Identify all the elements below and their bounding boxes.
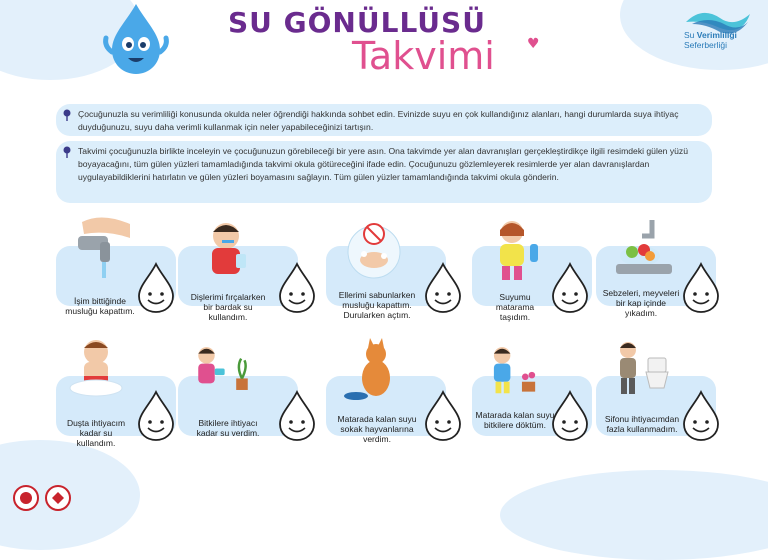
ministry-emblem-icon	[12, 484, 40, 512]
pushpin-icon	[62, 109, 72, 121]
washing-vegetables-icon	[612, 216, 678, 286]
girl-watering-plant-icon	[190, 336, 256, 406]
logo-line1-bold: Verimliliği	[696, 30, 737, 40]
activity-caption: Sebzeleri, meyveleri bir kap içinde yıkadım.	[602, 288, 680, 318]
activity-caption: Bitkilere ihtiyacı kadar su verdim.	[196, 418, 260, 438]
boy-in-shower-icon	[66, 332, 132, 402]
smiley-drop-icon[interactable]	[276, 262, 318, 314]
activity-caption: Ellerimi sabunlarken musluğu kapattım. Durularken açtım.	[338, 290, 416, 320]
info-text-1: Çocuğunuzla su verimliliği konusunda okulda neler öğrendiği hakkında sohbet edin. Evinizde suyu en çok kullandığınız alanları, hangi durumlarda suya ihtiyaç duyduğunuzu, suyu daha verimli kullanmak için neler yapabileceğinizi tartışın.	[78, 109, 679, 132]
logo-text	[684, 30, 764, 50]
info-box-1	[56, 104, 712, 136]
activity-caption: Matarada kalan suyu sokak hayvanlarına verdim.	[337, 414, 417, 444]
heart-icon: ♥	[527, 36, 540, 52]
activity-caption: Suyumu matarama taşıdım.	[495, 292, 535, 322]
smiley-drop-icon[interactable]	[135, 390, 177, 442]
page-subtitle: Takvimi	[352, 34, 495, 78]
activity-caption: Sifonu ihtiyacımdan fazla kullanmadım.	[604, 414, 680, 434]
activity-caption: Duşta ihtiyacım kadar su kullandım.	[66, 418, 126, 448]
smiley-drop-icon[interactable]	[680, 262, 722, 314]
washing-hands-icon	[344, 212, 410, 282]
smiley-drop-icon[interactable]	[549, 262, 591, 314]
boy-at-toilet-icon	[610, 336, 676, 406]
smiley-drop-icon[interactable]	[135, 262, 177, 314]
cat-with-bowl-icon	[340, 336, 406, 406]
activity-caption: Dişlerimi fırçalarken bir bardak su kullandım.	[190, 292, 266, 322]
info-box-2	[56, 141, 712, 203]
info-text-2: Takvimi çocuğunuzla birlikte inceleyin ve çocuğunuzun görebileceği bir yere asın. Ona takvimde yer alan davranışları gerçekleştirdikçe ilgili resimdeki gülen yüzü boyayacağını, tüm gülen yüzleri tamamladığında takvimi okula götüreceğini ifade edin. Çocuğunuzu gözlemleyerek resimlerde yer alan davranışlardan uygulayabildiklerini hatırlatın ve gülen yüzleri boyamasını sağlayın. Tüm gülen yüzler tamamlandığında takvimi okula gönderin.	[78, 146, 688, 182]
water-drop-mascot-icon	[96, 0, 176, 80]
activity-caption: Matarada kalan suyu bitkilere döktüm.	[475, 410, 555, 430]
girl-with-bottle-icon	[486, 214, 552, 284]
education-emblem-icon	[44, 484, 72, 512]
smiley-drop-icon[interactable]	[276, 390, 318, 442]
activity-caption: İşim bittiğinde musluğu kapattım.	[65, 296, 135, 316]
logo-line1-prefix: Su	[684, 30, 697, 40]
girl-pouring-water-icon	[484, 336, 550, 406]
background-blob	[500, 470, 768, 560]
smiley-drop-icon[interactable]	[680, 390, 722, 442]
smiley-drop-icon[interactable]	[422, 262, 464, 314]
smiley-drop-icon[interactable]	[422, 390, 464, 442]
logo-line2: Seferberliği	[684, 40, 727, 50]
pushpin-icon	[62, 146, 72, 158]
faucet-hand-icon	[72, 212, 138, 282]
page-title: SU GÖNÜLLÜSÜ	[228, 6, 486, 39]
boy-brushing-teeth-icon	[196, 214, 262, 284]
